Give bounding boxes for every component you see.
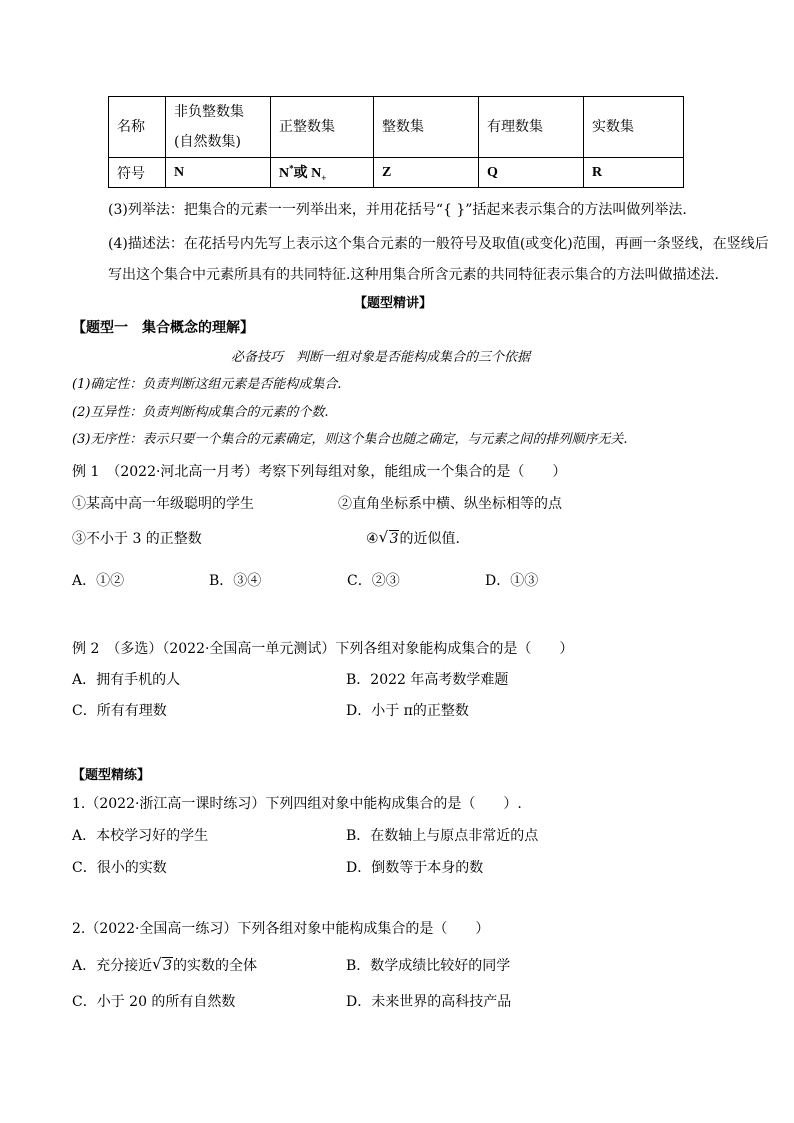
paragraph-description-line1: (4)描述法：在花括号内先写上表示这个集合元素的一般符号及取值(或变化)范围，再画一条竖线，在竖线后 xyxy=(108,236,769,252)
table-cell: 名称 xyxy=(109,97,166,158)
question1-choice-d: D．倒数等于本身的数 xyxy=(346,860,484,876)
question1-choice-a: A．本校学习好的学生 xyxy=(72,828,209,844)
skill-item: (3)无序性：表示只要一个集合的元素确定，则这个集合也随之确定，与元素之间的排列顺序无关. xyxy=(72,432,628,447)
table-cell: 整数集 xyxy=(374,97,479,158)
table-cell: Z xyxy=(374,158,479,188)
example1-option-sqrt xyxy=(366,528,460,548)
skill-item: (1)确定性：负责判断这组元素是否能构成集合. xyxy=(72,377,342,392)
choice-prefix: A．充分接近 xyxy=(72,958,153,974)
number-set-table xyxy=(108,96,684,188)
question1-stem: 1.（2022·浙江高一课时练习）下列四组对象中能构成集合的是（ ）. xyxy=(72,796,522,812)
type1-heading: 【题型一 集合概念的理解】 xyxy=(72,320,254,336)
table-cell: 有理数集 xyxy=(479,97,584,158)
example1-option: ①某高中高一年级聪明的学生 xyxy=(72,496,254,512)
question2-choice-a xyxy=(72,955,257,975)
question2-choice-c: C．小于 20 的所有自然数 xyxy=(72,994,236,1010)
table-cell-line: 非负整数集 xyxy=(174,104,244,120)
sqrt-symbol: √ 3 xyxy=(378,528,399,547)
table-cell-line: (自然数集) xyxy=(174,134,241,150)
table-row xyxy=(109,158,684,188)
question2-stem: 2.（2022·全国高一练习）下列各组对象中能构成集合的是（ ） xyxy=(72,921,490,937)
table-row xyxy=(109,97,684,158)
example1-choice-d: D．①③ xyxy=(485,573,539,589)
example2-choice-a: A．拥有手机的人 xyxy=(72,672,181,688)
paragraph-enumeration: (3)列举法：把集合的元素一一列举出来，并用花括号“{ }”括起来表示集合的方法叫做列举法. xyxy=(108,202,687,218)
radicand: 3 xyxy=(163,958,173,974)
sqrt-symbol: √ 3 xyxy=(152,955,173,974)
radicand: 3 xyxy=(389,531,399,547)
choice-suffix: 的实数的全体 xyxy=(173,958,258,974)
question2-choice-d: D．未来世界的高科技产品 xyxy=(346,994,512,1010)
table-cell xyxy=(271,158,374,188)
example2-choice-c: C．所有有理数 xyxy=(72,703,167,719)
skill-item: (2)互异性：负责判断构成集合的元素的个数. xyxy=(72,405,329,420)
example1-stem: 例 1 （2022·河北高一月考）考察下列每组对象，能组成一个集合的是（ ） xyxy=(72,464,567,480)
question1-choice-b: B．在数轴上与原点非常近的点 xyxy=(346,828,539,844)
skill-title: 必备技巧 判断一组对象是否能构成集合的三个依据 xyxy=(231,350,531,365)
example2-stem: 例 2 （多选）（2022·全国高一单元测试）下列各组对象能构成集合的是（ ） xyxy=(72,641,574,657)
practice-heading: 【题型精练】 xyxy=(72,768,151,783)
example1-choice-c: C．②③ xyxy=(347,573,400,589)
symbol-n: N xyxy=(279,166,290,182)
example2-choice-d: D．小于 π的正整数 xyxy=(346,703,469,719)
table-cell: N xyxy=(166,158,271,188)
option-prefix: ④ xyxy=(366,531,379,547)
table-cell: 实数集 xyxy=(584,97,684,158)
table-cell: 正整数集 xyxy=(271,97,374,158)
example2-choice-b: B．2022 年高考数学难题 xyxy=(346,672,509,688)
section-heading-lecture: 【题型精讲】 xyxy=(354,296,433,311)
question2-choice-b: B．数学成绩比较好的同学 xyxy=(346,958,511,974)
example1-option: ③不小于 3 的正整数 xyxy=(72,531,202,547)
example1-option: ②直角坐标系中横、纵坐标相等的点 xyxy=(338,496,562,512)
table-cell: 符号 xyxy=(109,158,166,188)
example1-choice-a: A．①② xyxy=(72,573,125,589)
option-suffix: 的近似值. xyxy=(399,531,460,547)
symbol-or-n: 或 N xyxy=(293,166,322,182)
example1-choice-b: B．③④ xyxy=(209,573,262,589)
table-cell xyxy=(166,97,271,158)
paragraph-description-line2: 写出这个集合中元素所具有的共同特征.这种用集合所含元素的共同特征表示集合的方法叫做描述法. xyxy=(108,267,719,283)
symbol-sub: + xyxy=(321,172,327,183)
table-cell: R xyxy=(584,158,684,188)
question1-choice-c: C．很小的实数 xyxy=(72,860,167,876)
table-cell: Q xyxy=(479,158,584,188)
symbol-sup: * xyxy=(289,163,294,174)
